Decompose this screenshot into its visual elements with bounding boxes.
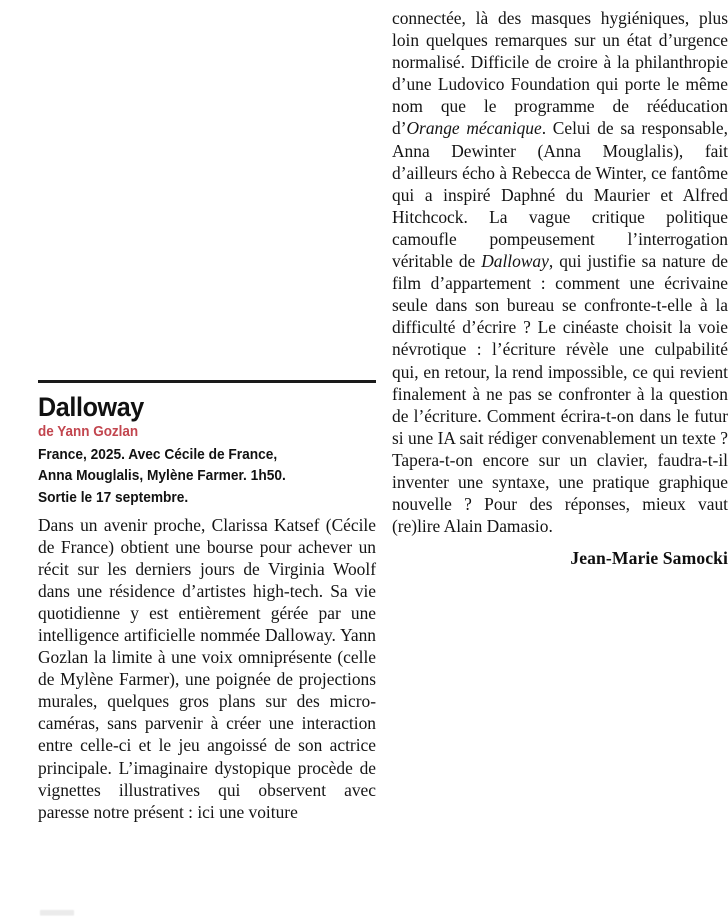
film-credits — [38, 445, 356, 510]
review-body-left: Dans un avenir proche, Clarissa Katsef (Cécile de France) obtient une bourse pour achever un récit sur les derniers jours de Virginia Woolf dans une résidence d’artistes high-tech. Sa vie quotidienne y est entièrement gérée par une intelligence artificielle nommée Dalloway. Yann Gozlan la limite à une voix omniprésente (celle de Mylène Farmer), une poignée de projections murales, quelques gros plans sur des micro-caméras, sans parvenir à créer une interaction entre celle-ci et le jeu angoissé de son actrice principale. L’imaginaire dystopique procède de vignettes illustratives qui observent avec paresse notre présent : ici une voiture — [38, 514, 376, 822]
body-run: connectée, là des masques hygiéniques, plus loin quelques remarques sur un état d’urgence normalisé. Difficile de croire à la philanthropie d’une Ludovico Foundation qui porte le même nom que le programme de rééducation d’ — [392, 8, 728, 139]
credit-line: Anna Mouglalis, Mylène Farmer. 1h50. — [38, 468, 286, 485]
credit-line: Sortie le 17 septembre. — [38, 489, 189, 506]
credit-line: France, 2025. Avec Cécile de France, — [38, 446, 278, 463]
section-divider-rule — [38, 380, 376, 383]
film-title-reference: Dalloway — [481, 251, 549, 272]
film-director-credit: de Yann Gozlan — [38, 424, 139, 441]
film-title-reference: Orange mécanique — [406, 118, 542, 139]
body-run: . Celui de sa responsable, Anna Dewinter (Anna Mouglalis), fait d’ailleurs écho à Rebecca de Winter, ce fantôme qui a inspiré Daphné du Maurier et Alfred Hitchcock. La vague critique politique camoufle pompeusement l’interrogation véritable de — [392, 118, 728, 272]
page-folio-artifact — [40, 910, 74, 922]
review-header-block — [38, 380, 376, 823]
film-title: Dalloway — [38, 392, 144, 422]
body-run: , qui justifie sa nature de film d’appartement : comment une écrivaine seule dans son bureau se confronte-t-elle à la difficulté d’écrire ? Le cinéaste choisit la voie névrotique : l’écriture révèle une culpabilité qui, en retour, la rend impossible, ce qui revient finalement à ne pas se confronter à la question de l’écriture. Comment écrira-t-on dans le futur si une IA sait rédiger convenablement un texte ? Tapera-t-on encore sur un clavier, faudra-t-il inventer une syntaxe, une pratique graphique nouvelle ? Pour des réponses, mieux vaut (re)lire Alain Damasio. — [392, 251, 728, 537]
author-byline: Jean-Marie Samocki — [570, 548, 728, 569]
review-body-right — [392, 0, 728, 537]
right-column — [392, 0, 728, 569]
